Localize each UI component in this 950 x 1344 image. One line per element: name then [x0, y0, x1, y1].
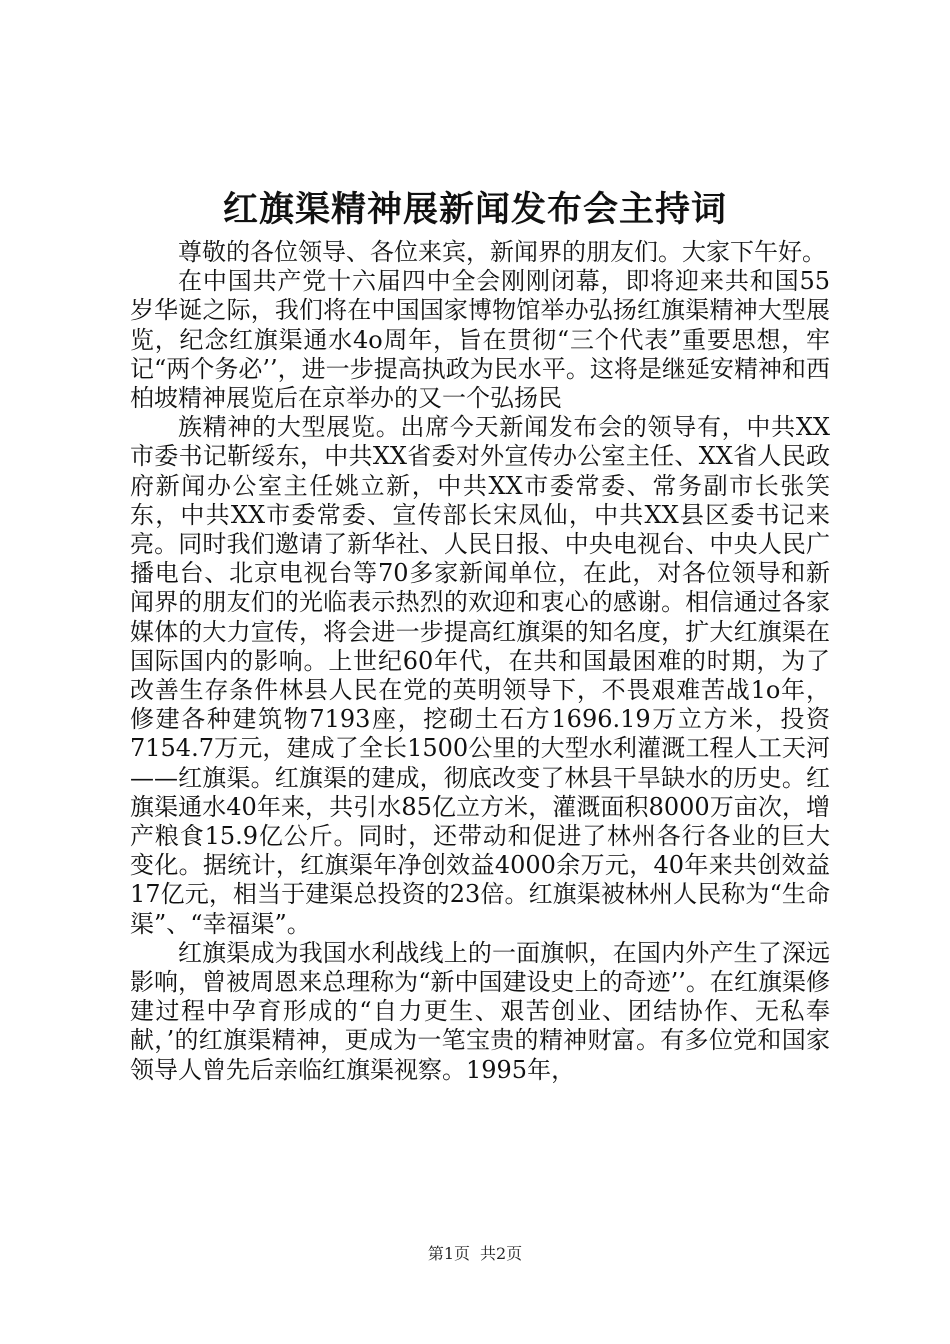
paragraph-attendees-history: 族精神的大型展览。出席今天新闻发布会的领导有，中共XX市委书记靳绥东，中共XX省委对外宣传办公室主任、XX省人民政府新闻办公室主任姚立新，中共XX市委常委、常务副市长张笑东，中共XX市委常委、宣传部长宋凤仙，中共XX县区委书记来亮。同时我们邀请了新华社、人民日报、中央电视台、中央人民广播电台、北京电视台等70多家新闻单位，在此，对各位领导和新闻界的朋友们的光临表示热烈的欢迎和衷心的感谢。相信通过各家媒体的大力宣传，将会进一步提高红旗渠的知名度，扩大红旗渠在国际国内的影响。上世纪60年代，在共和国最困难的时期，为了改善生存条件林县人民在党的英明领导下，不畏艰难苦战1o年，修建各种建筑物7193座，挖砌土石方1696.19万立方米，投资7154.7万元，建成了全长1500公里的大型水利灌溉工程人工天河——红旗渠。红旗渠的建成，彻底改变了林县干旱缺水的历史。红旗渠通水40年来，共引水85亿立方米，灌溉面积8000万亩次，增产粮食15.9亿公斤。同时，还带动和促进了林州各行各业的巨大变化。据统计，红旗渠年净创效益4000余万元，40年来共创效益17亿元，相当于建渠总投资的23倍。红旗渠被林州人民称为“生命渠”、“幸福渠”。 [130, 413, 830, 938]
paragraph-red-flag-spirit: 红旗渠成为我国水利战线上的一面旗帜，在国内外产生了深远影响，曾被周恩来总理称为“新中国建设史上的奇迹’’。在红旗渠修建过程中孕育形成的“自力更生、艰苦创业、团结协作、无私奉献，’的红旗渠精神，更成为一笔宝贵的精神财富。有多位党和国家领导人曾先后亲临红旗渠视察。1995年， [130, 938, 830, 1084]
paragraph-exhibition-intro: 在中国共产党十六届四中全会刚刚闭幕，即将迎来共和国55岁华诞之际，我们将在中国国家博物馆举办弘扬红旗渠精神大型展览，纪念红旗渠通水4o周年，旨在贯彻“三个代表”重要思想，牢记“两个务必’’，进一步提高执政为民水平。这将是继延安精神和西柏坡精神展览后在京举办的又一个弘扬民 [130, 267, 830, 413]
page-number-current: 第1页 [427, 1244, 470, 1263]
page-number-total: 共2页 [480, 1244, 523, 1263]
paragraph-greeting: 尊敬的各位领导、各位来宾，新闻界的朋友们。大家下午好。 [178, 238, 826, 266]
page-footer [0, 1243, 950, 1265]
document-title: 红旗渠精神展新闻发布会主持词 [222, 189, 727, 230]
document-body [130, 238, 830, 1085]
